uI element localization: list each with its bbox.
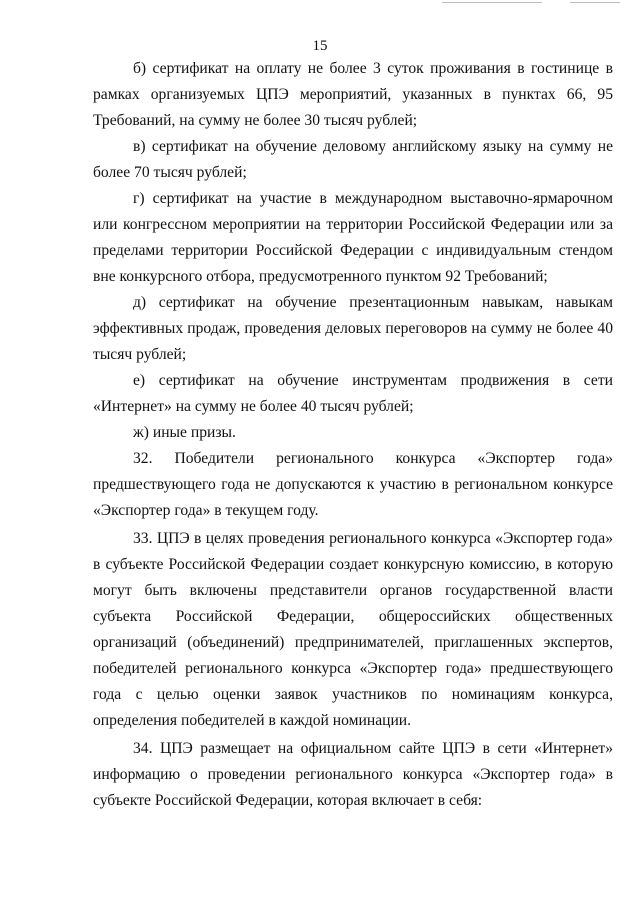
scan-edge-mark [442,2,542,3]
scan-edge-mark [570,2,620,3]
paragraph-32-winners: 32. Победители регионального конкурса «Экспортер года» предшествующего года не допускаются к участию в региональном конкурсе «Экспортер года» в текущем году. [93,450,613,519]
paragraph-v-english-certificate: в) сертификат на обучение деловому английскому языку на сумму не более 70 тысяч рублей; [93,138,613,181]
paragraph-33-commission: 33. ЦПЭ в целях проведения регионального конкурса «Экспортер года» в субъекте Российской Федерации создает конкурсную комиссию, в которую могут быть включены представители органов государственной власти субъекта Российской Федерации, общероссийских общественных организаций (объединений) предпринимателей, приглашенных экспертов, победителей регионального конкурса «Экспортер года» предшествующего года с целью оценки заявок участников по номинациям конкурса, определения победителей в каждой номинации. [93,530,613,729]
paragraph-34-website-info: 34. ЦПЭ размещает на официальном сайте ЦПЭ в сети «Интернет» информацию о проведении регионального конкурса «Экспортер года» в субъекте Российской Федерации, которая включает в себя: [93,740,613,809]
paragraph-g-exhibition-certificate: г) сертификат на участие в международном выставочно-ярмарочном или конгрессном мероприятии на территории Российской Федерации или за пределами территории Российской Федерации с индивидуальным стендом вне конкурсного отбора, предусмотренного пунктом 92 Требований; [93,190,613,285]
paragraph-zh-other-prizes: ж) иные призы. [133,424,236,441]
paragraph-e-internet-certificate: е) сертификат на обучение инструментам продвижения в сети «Интернет» на сумму не более 40 тысяч рублей; [93,372,613,415]
paragraph-b-hotel-certificate: б) сертификат на оплату не более 3 суток проживания в гостинице в рамках организуемых ЦПЭ мероприятий, указанных в пунктах 66, 95 Требований, на сумму не более 30 тысяч рублей; [93,60,613,129]
page-number: 15 [312,38,328,54]
paragraph-d-skills-certificate: д) сертификат на обучение презентационным навыкам, навыкам эффективных продаж, проведения деловых переговоров на сумму не более 40 тысяч рублей; [93,294,613,363]
